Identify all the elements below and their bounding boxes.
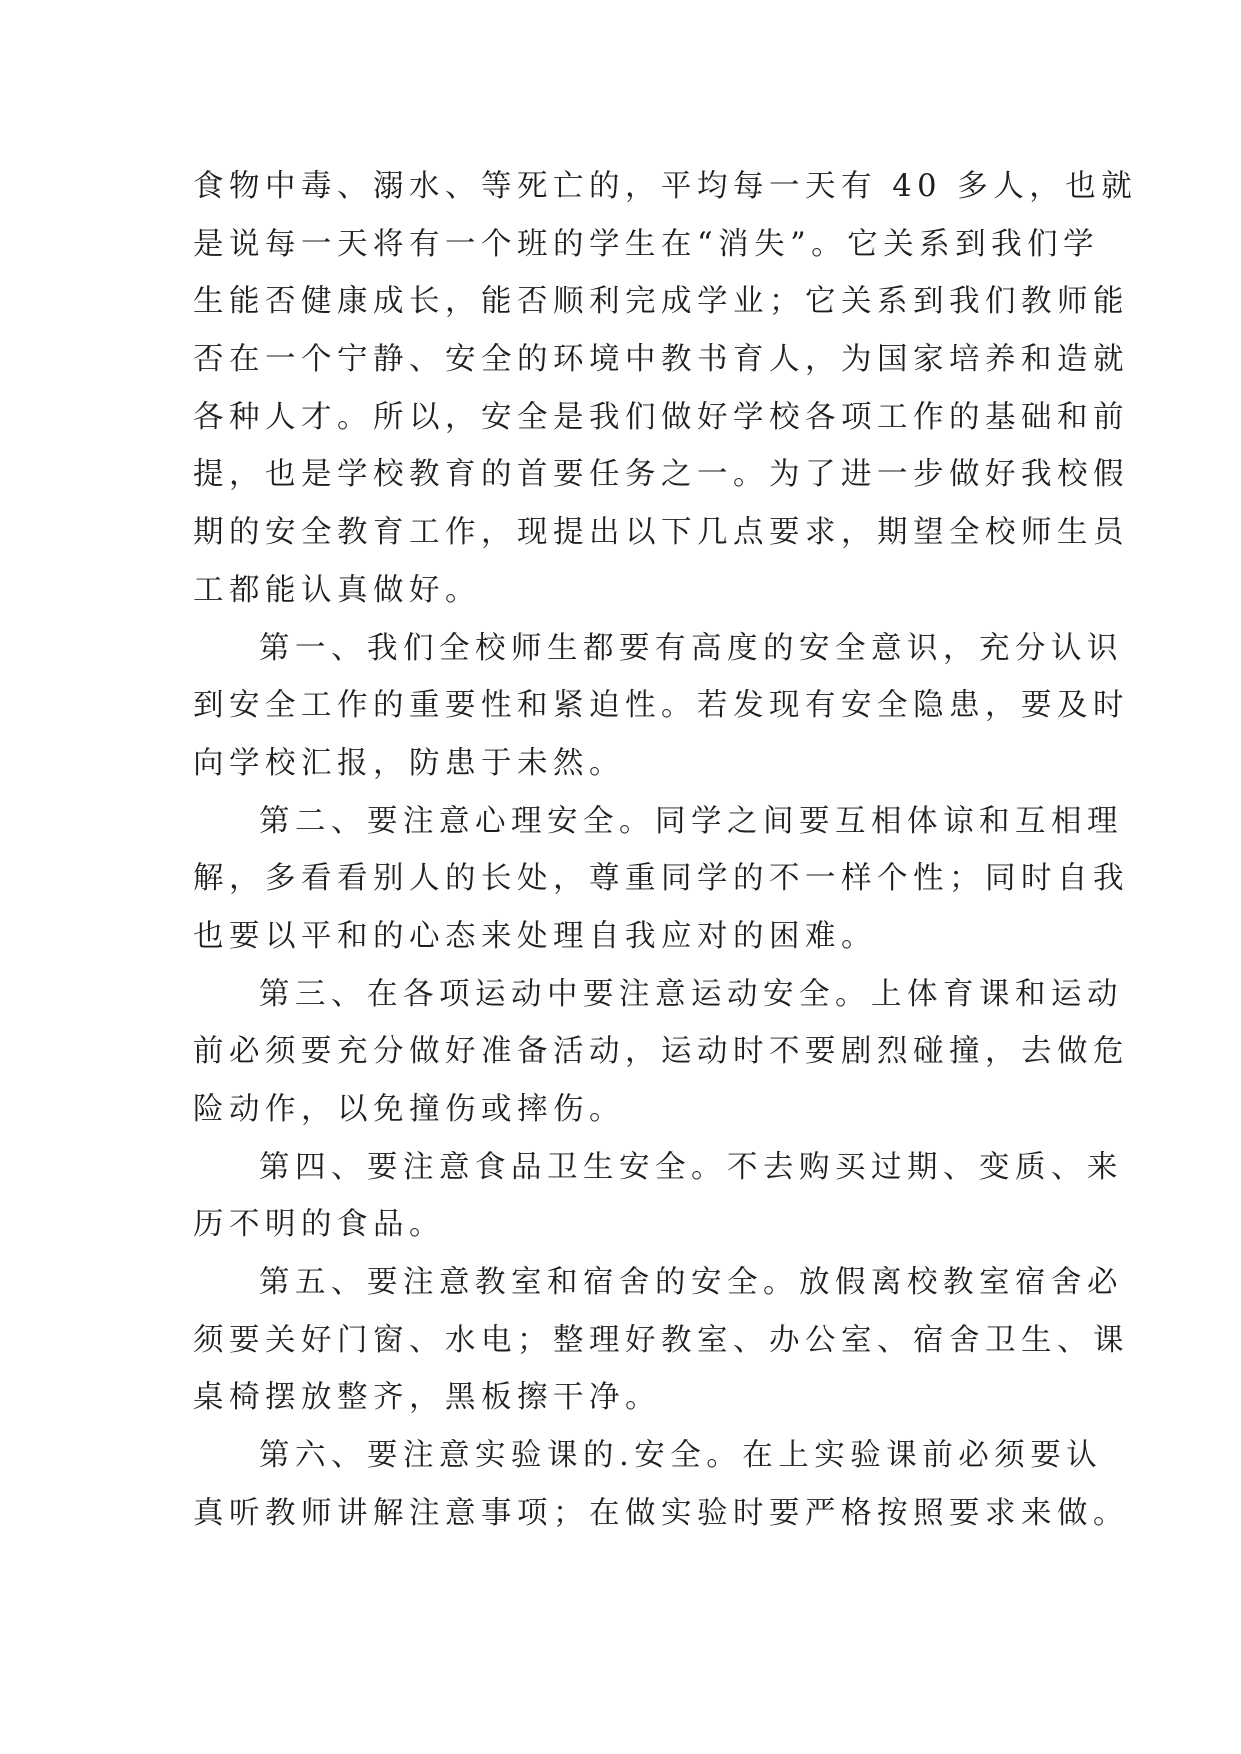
text-line: 须要关好门窗、水电；整理好教室、办公室、宿舍卫生、课: [193, 1322, 1129, 1358]
text-line: 否在一个宁静、安全的环境中教书育人，为国家培养和造就: [193, 342, 1129, 378]
text-line: 历不明的食品。: [193, 1207, 445, 1243]
text-line: 生能否健康成长，能否顺利完成学业；它关系到我们教师能: [193, 284, 1129, 320]
text-line: 工都能认真做好。: [193, 572, 481, 608]
text-line: 提，也是学校教育的首要任务之一。为了进一步做好我校假: [193, 457, 1129, 493]
paragraph-first-line: 第三、在各项运动中要注意运动安全。上体育课和运动: [259, 976, 1123, 1012]
text-line: 桌椅摆放整齐，黑板擦干净。: [193, 1380, 661, 1416]
document-body: [193, 158, 1138, 1543]
paragraph-first-line: 第二、要注意心理安全。同学之间要互相体谅和互相理: [259, 803, 1123, 839]
text-line: 食物中毒、溺水、等死亡的，平均每一天有 40 多人，也就: [193, 169, 1138, 204]
text-line: 解，多看看别人的长处，尊重同学的不一样个性；同时自我: [193, 861, 1129, 897]
text-line: 向学校汇报，防患于未然。: [193, 745, 625, 781]
paragraph-first-line: 第一、我们全校师生都要有高度的安全意识，充分认识: [259, 630, 1123, 666]
text-line: 是说每一天将有一个班的学生在“消失”。它关系到我们学: [193, 226, 1100, 262]
paragraph-first-line: 第五、要注意教室和宿舍的安全。放假离校教室宿舍必: [259, 1265, 1123, 1301]
text-line: 各种人才。所以，安全是我们做好学校各项工作的基础和前: [193, 399, 1129, 435]
paragraph-first-line: 第四、要注意食品卫生安全。不去购买过期、变质、来: [259, 1149, 1123, 1185]
text-line: 险动作，以免撞伤或摔伤。: [193, 1092, 625, 1127]
text-line: 期的安全教育工作，现提出以下几点要求，期望全校师生员: [193, 515, 1129, 551]
text-line: 前必须要充分做好准备活动，运动时不要剧烈碰撞，去做危: [193, 1034, 1129, 1070]
text-line: 真听教师讲解注意事项；在做实验时要严格按照要求来做。: [193, 1495, 1129, 1531]
paragraph-first-line: 第六、要注意实验课的.安全。在上实验课前必须要认: [259, 1438, 1103, 1474]
text-line: 也要以平和的心态来处理自我应对的困难。: [193, 918, 877, 954]
text-line: 到安全工作的重要性和紧迫性。若发现有安全隐患，要及时: [193, 688, 1129, 724]
